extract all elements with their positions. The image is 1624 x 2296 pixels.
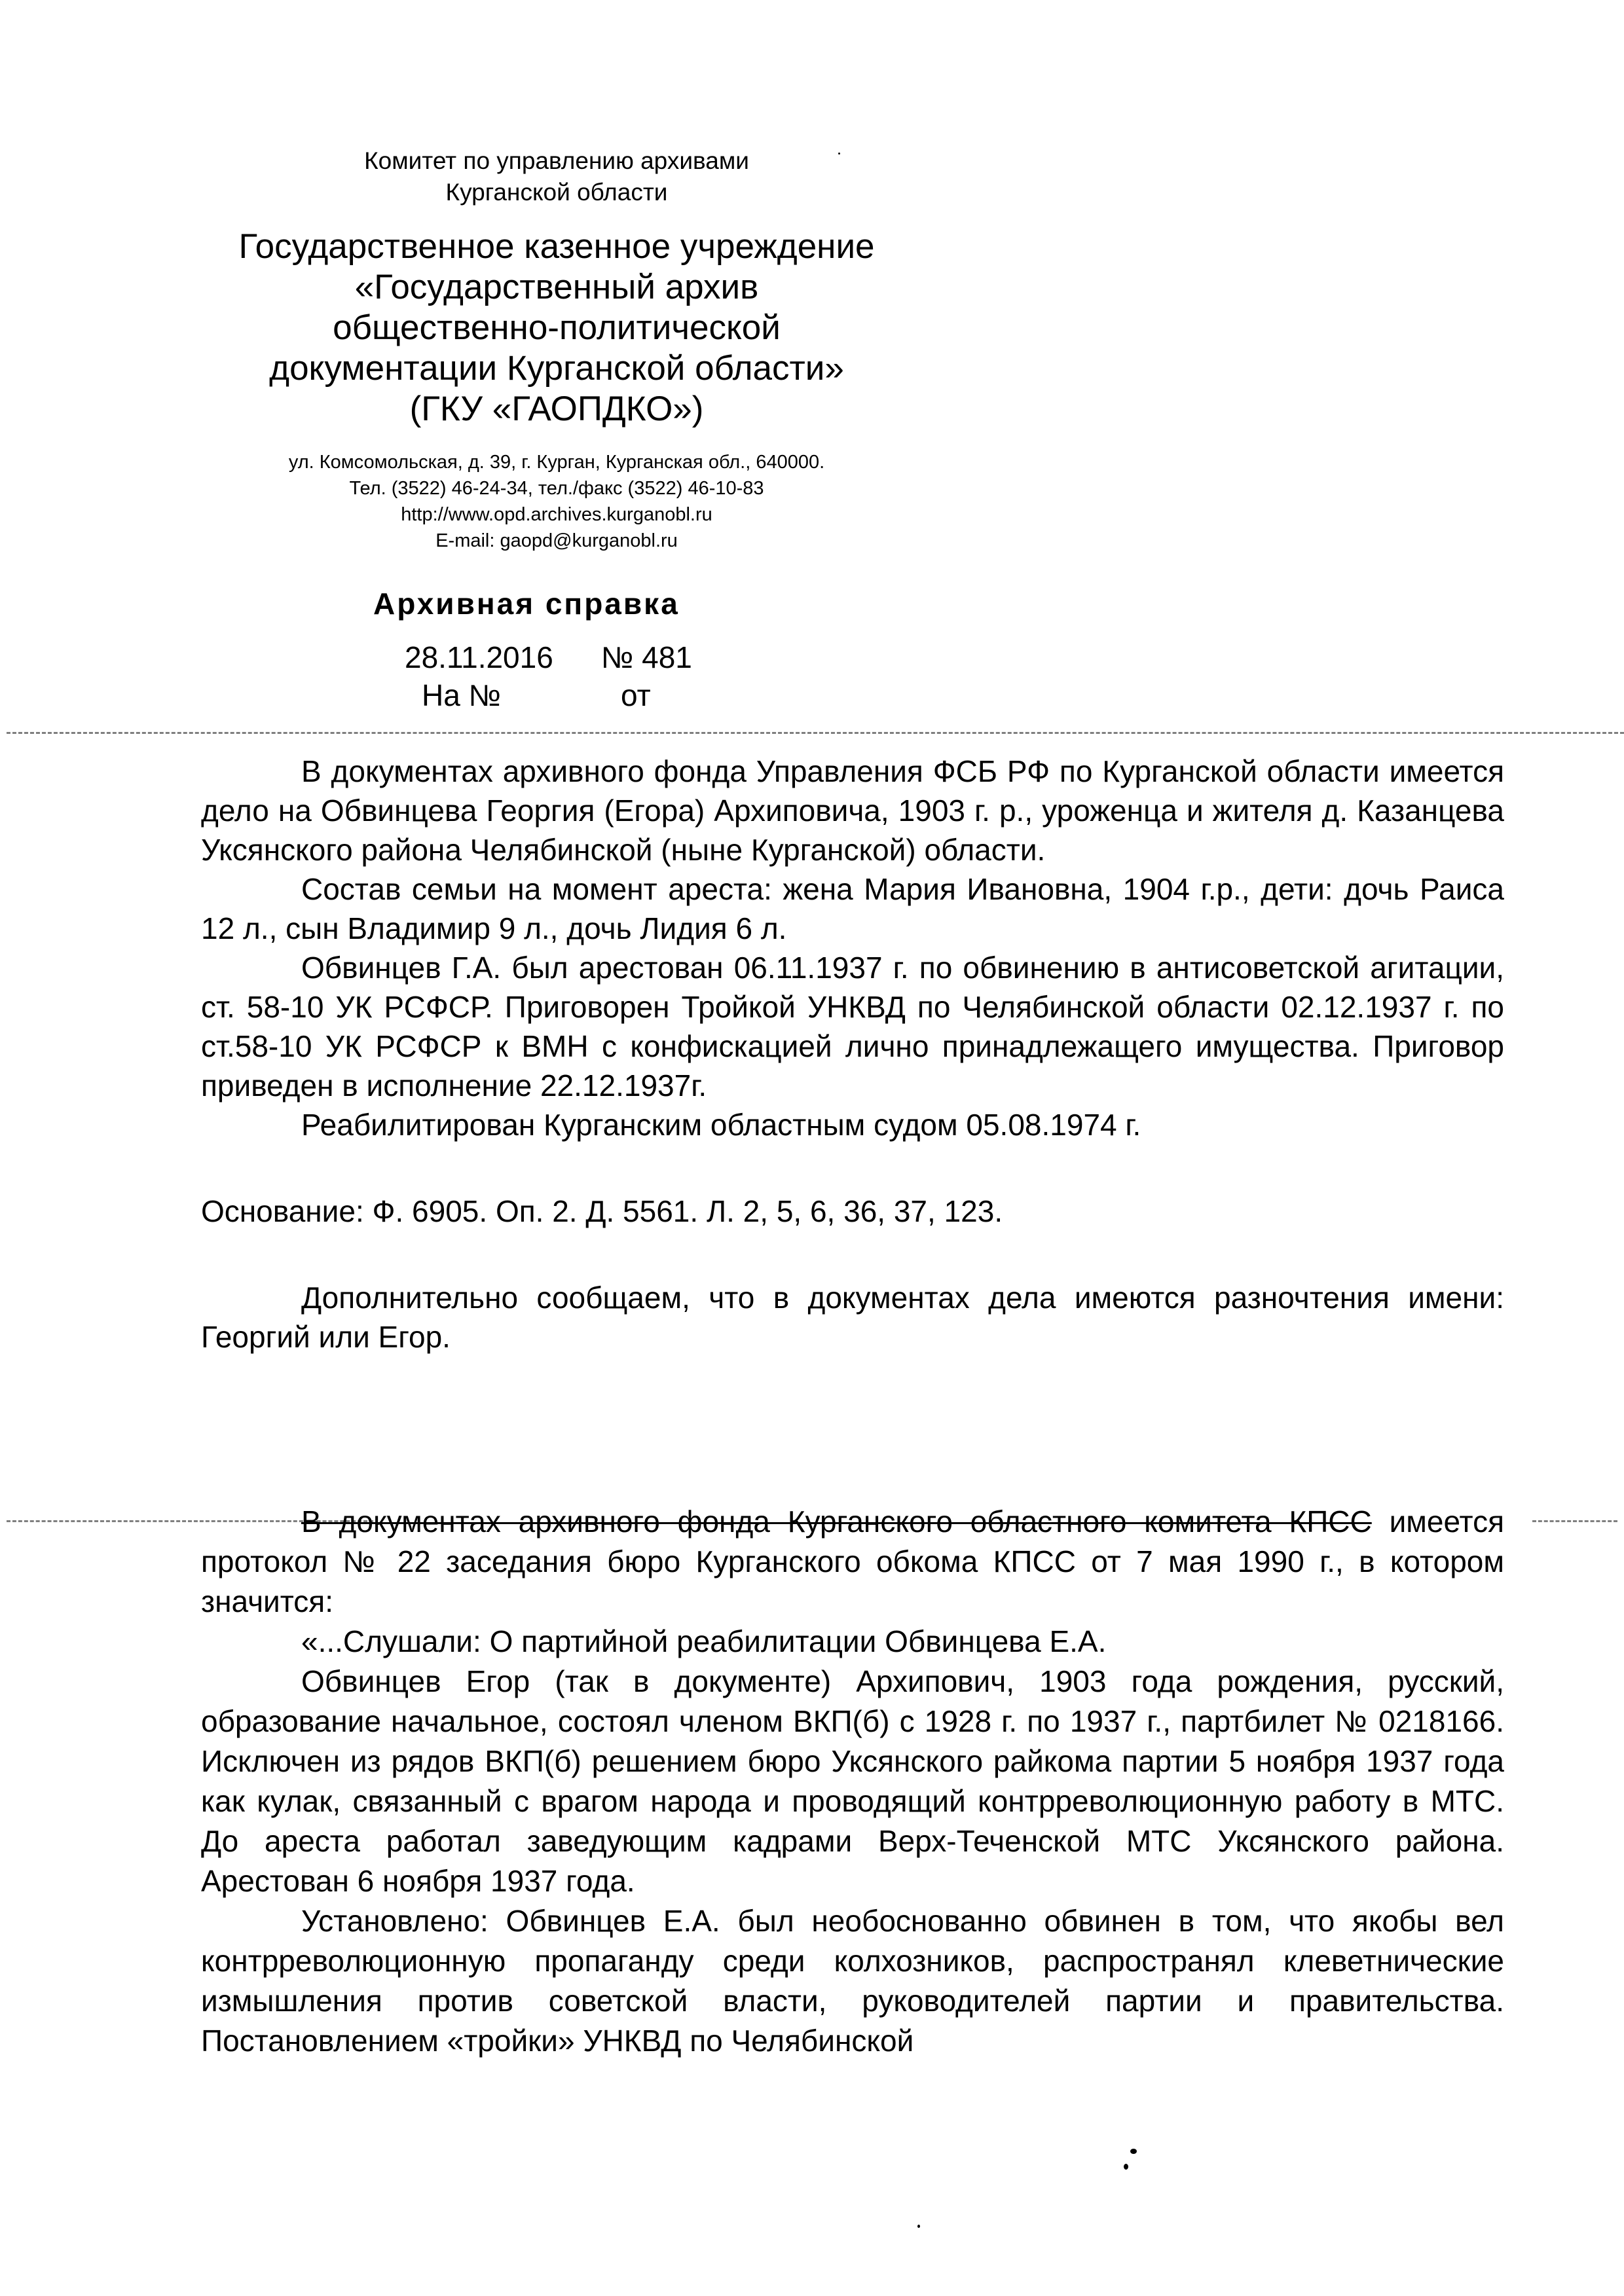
institution-line: «Государственный архив xyxy=(354,268,759,306)
protocol-bio: Обвинцев Егор (так в документе) Архипович, 1903 года рождения, русский, образование начальное, состоял членом ВКП(б) с 1928 г. по 1937 г., партбилет № 0218166. Исключен из рядов ВКП(б) решением бюро Уксянского райкома партии 5 ноября 1937 года как кулак, связанный с врагом народа и проводящий контрреволюционную работу в МТС. До ареста работал заведующим кадрами Верх-Теченской МТС Уксянского района. Арестован 6 ноября 1937 года. xyxy=(201,1664,1504,1898)
protocol-intro-rest: имеется протокол № 22 заседания бюро Курганского обкома КПСС от 7 мая 1990 г., в котором значится: xyxy=(201,1504,1504,1618)
protocol-established: Установлено: Обвинцев Е.А. был необоснованно обвинен в том, что якобы вел контрреволюционную пропаганду среди колхозников, распространял клеветнические измышления против советской власти, руководителей партии и правительства. Постановлением «тройки» УНКВД по Челябинской xyxy=(201,1904,1504,2058)
institution-name xyxy=(196,227,917,429)
institution-line: общественно-политической xyxy=(333,308,781,347)
website: http://www.opd.archives.kurganobl.ru xyxy=(401,504,712,525)
reply-from-label: от xyxy=(621,678,651,712)
protocol-intro xyxy=(201,1502,1504,1622)
body-paragraph: Состав семьи на момент ареста: жена Мария Ивановна, 1904 г.р., дети: дочь Раиса 12 л., сын Владимир 9 л., дочь Лидия 6 л. xyxy=(201,872,1504,945)
address: ул. Комсомольская, д. 39, г. Курган, Курганская обл., 640000. xyxy=(288,452,825,473)
contact-info xyxy=(196,449,917,554)
scan-fold-line-right xyxy=(1532,1520,1617,1522)
committee-line: Курганской области xyxy=(445,179,668,206)
scan-fold-line xyxy=(7,732,1624,734)
body-paragraph: Реабилитирован Курганским областным судом 05.08.1974 г. xyxy=(301,1108,1141,1142)
basis-reference: Основание: Ф. 6905. Оп. 2. Д. 5561. Л. 2, 5, 6, 36, 37, 123. xyxy=(201,1194,1003,1228)
document-body xyxy=(201,752,1504,1357)
institution-line: (ГКУ «ГАОПДКО») xyxy=(409,390,704,428)
body-paragraph: В документах архивного фонда Управления ФСБ РФ по Курганской области имеется дело на Обвинцева Георгия (Егора) Архиповича, 1903 г. р., уроженца и жителя д. Казанцева Уксянского района Челябинской (ныне Курганской) области. xyxy=(201,754,1504,867)
scan-speck xyxy=(1130,2149,1137,2154)
institution-line: Государственное казенное учреждение xyxy=(238,227,875,266)
committee-line: Комитет по управлению архивами xyxy=(364,147,749,174)
scan-speck xyxy=(917,2225,920,2228)
scan-speck xyxy=(1124,2164,1128,2170)
document-number: № 481 xyxy=(601,640,692,674)
institution-line: документации Курганской области» xyxy=(269,349,844,388)
document-date: 28.11.2016 xyxy=(405,640,553,674)
date-number-row xyxy=(405,638,692,676)
document-title: Архивная справка xyxy=(373,587,680,621)
reply-to-label: На № xyxy=(422,678,501,712)
phones: Тел. (3522) 46-24-34, тел./факс (3522) 46-10-83 xyxy=(349,478,764,499)
additional-note: Дополнительно сообщаем, что в документах дела имеются разночтения имени: Георгий или Егор. xyxy=(201,1281,1504,1354)
reply-row xyxy=(405,676,692,714)
protocol-heard: «...Слушали: О партийной реабилитации Обвинцева Е.А. xyxy=(301,1624,1107,1658)
letterhead xyxy=(196,145,917,554)
struck-text: В документах архивного фонда Курганского областного комитета КПСС xyxy=(301,1504,1372,1539)
scan-speck xyxy=(838,153,840,155)
protocol-section xyxy=(201,1502,1504,2061)
email: E-mail: gaopd@kurganobl.ru xyxy=(435,530,678,551)
committee-name xyxy=(196,145,917,208)
body-paragraph: Обвинцев Г.А. был арестован 06.11.1937 г. по обвинению в антисоветской агитации, ст. 58-10 УК РСФСР. Приговорен Тройкой УНКВД по Челябинской области 02.12.1937 г. по ст.58-10 УК РСФСР к ВМН с конфискацией лично принадлежащего имущества. Приговор приведен в исполнение 22.12.1937г. xyxy=(201,951,1504,1102)
document-meta xyxy=(405,638,692,714)
